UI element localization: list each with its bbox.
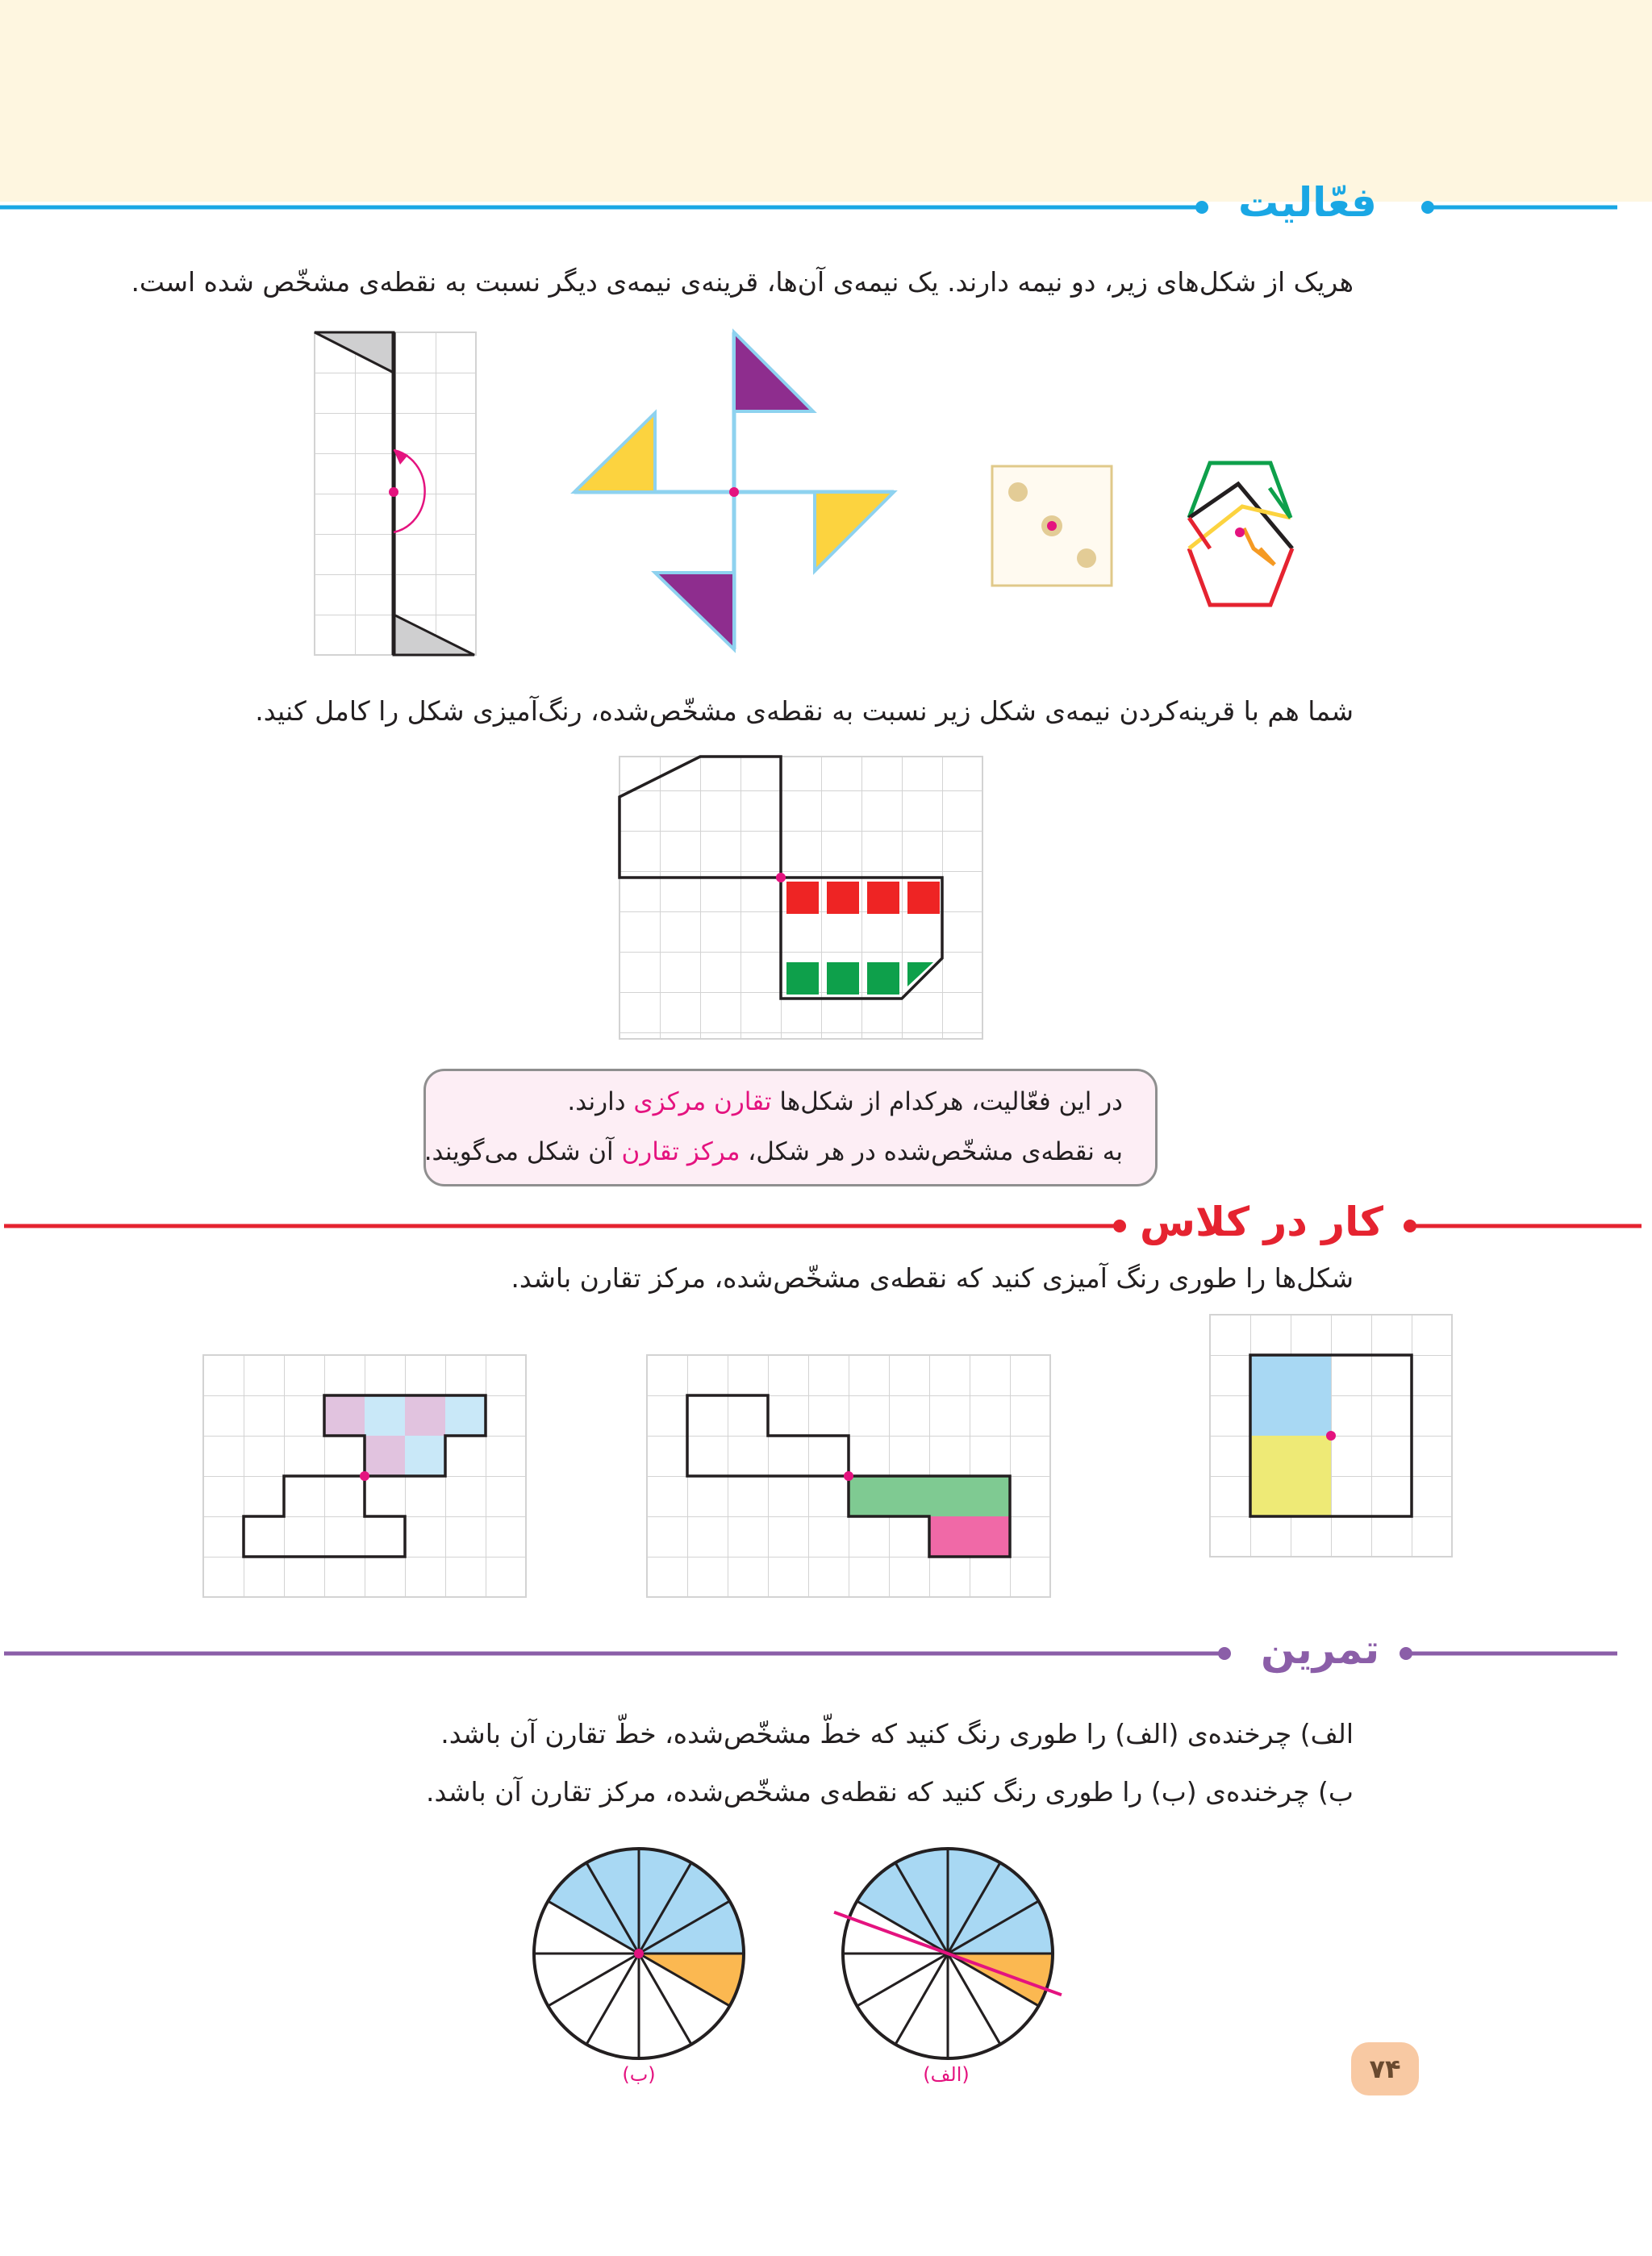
- exercise-title: تمرین: [1261, 1626, 1380, 1673]
- wheel-a-label: (الف): [923, 2063, 970, 2086]
- activity-task: شما هم با قرینه‌کردن نیمه‌ی شکل زیر نسبت به نقطه‌ی مشخّص‌شده، رنگ‌آمیزی شکل را کامل کنید.: [255, 695, 1354, 727]
- note-line-2: به نقطه‌ی مشخّص‌شده در هر شکل، مرکز تقارن آن شکل می‌گویند.: [423, 1137, 1123, 1166]
- wheel-b: [534, 1849, 744, 2058]
- activity-intro: هریک از شکل‌های زیر، دو نیمه دارند. یک نیمه‌ی آن‌ها، قرینه‌ی نیمه‌ی دیگر نسبت به نقطه‌ی مشخّص شده است.: [131, 266, 1354, 298]
- classwork-title: کار در کلاس: [1140, 1199, 1383, 1245]
- activity-title: فعّالیت: [1238, 179, 1377, 226]
- note-line-1: در این فعّالیت، هرکدام از شکل‌ها تقارن مرکزی دارند.: [567, 1087, 1123, 1116]
- page-number: ۷۴: [1351, 2042, 1419, 2095]
- exercise-item-b: ب) چرخنده‌ی (ب) را طوری رنگ کنید که نقطه‌ی مشخّص‌شده، مرکز تقارن آن باشد.: [426, 1776, 1354, 1808]
- center-point: [634, 1949, 644, 1958]
- wheel-b-label: (ب): [622, 2063, 656, 2086]
- exercise-item-a: الف) چرخنده‌ی (الف) را طوری رنگ کنید که خطّ مشخّص‌شده، خطّ تقارن آن باشد.: [440, 1718, 1354, 1749]
- classwork-instruction: شکل‌ها را طوری رنگ آمیزی کنید که نقطه‌ی مشخّص‌شده، مرکز تقارن باشد.: [511, 1262, 1354, 1294]
- wheel-a: [834, 1849, 1062, 2058]
